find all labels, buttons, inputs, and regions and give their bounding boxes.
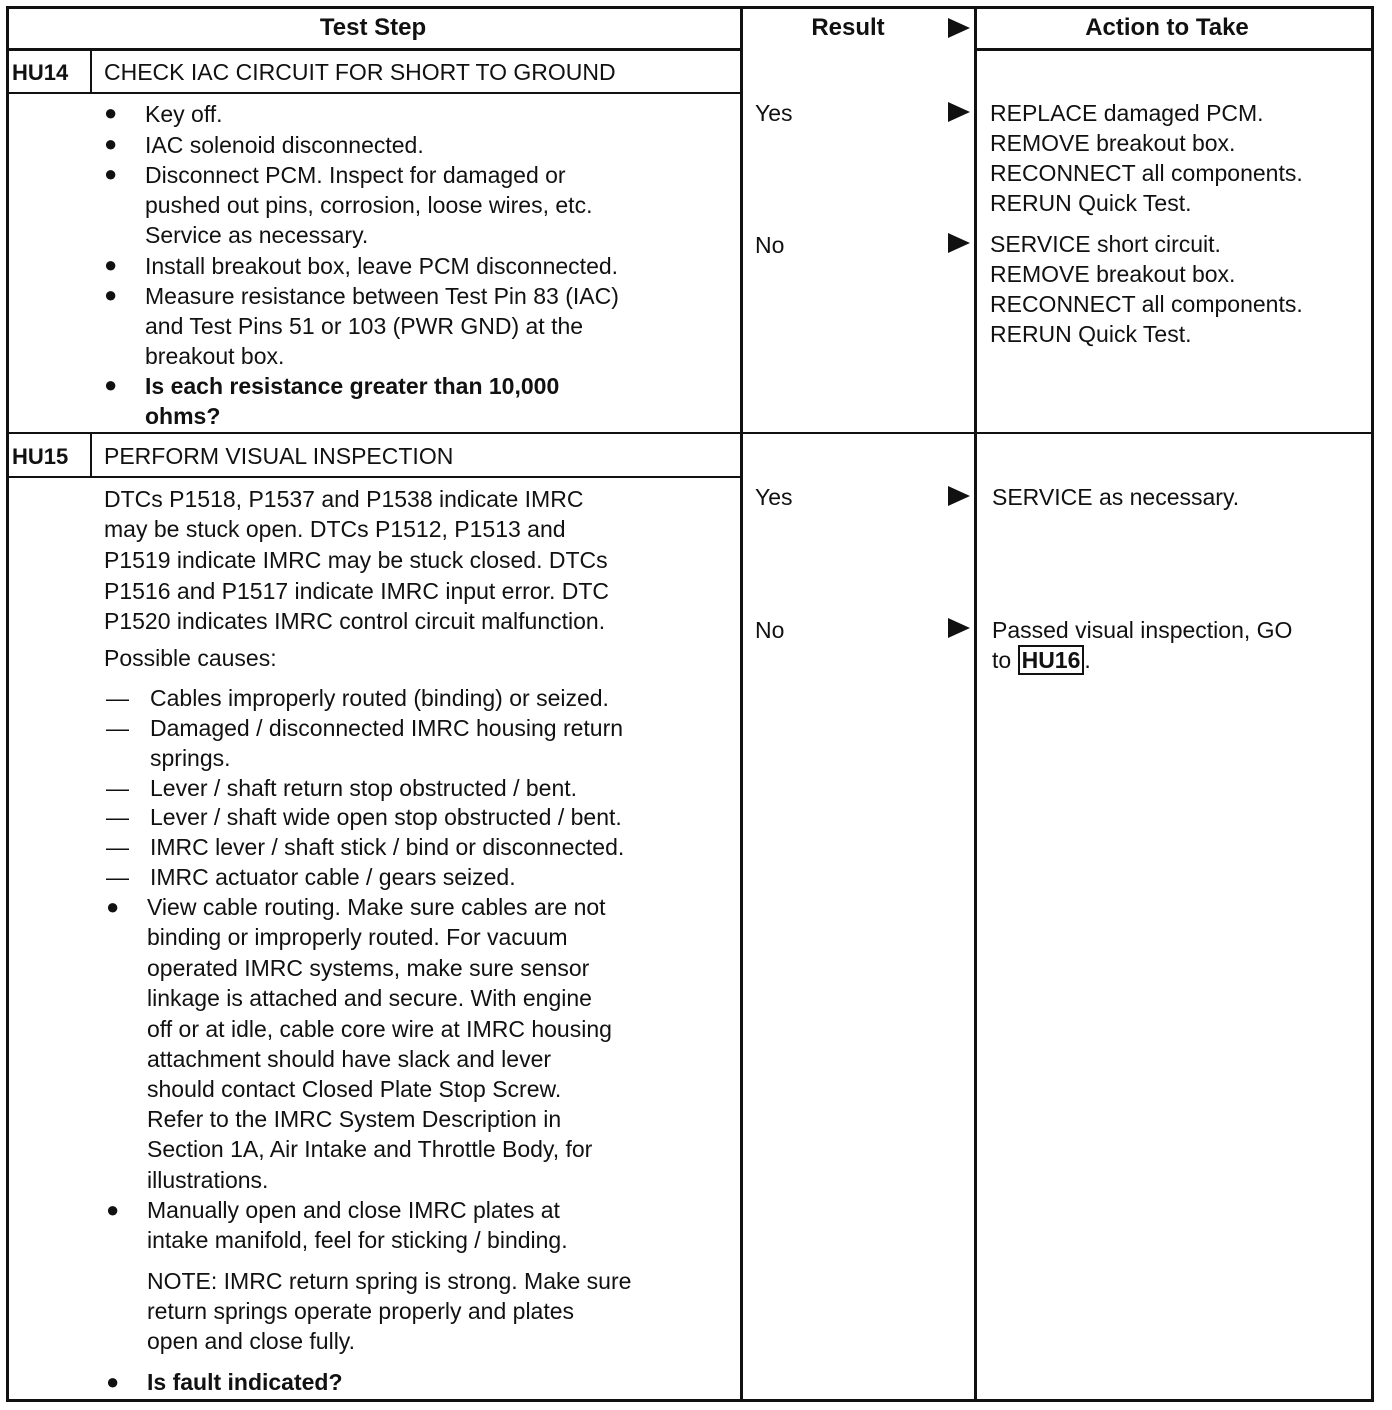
table-right-border: [1371, 6, 1374, 1402]
hu15-bullet-1-line-6: attachment should have slack and lever: [147, 1046, 552, 1072]
hu15-bullet-1-line-8: Refer to the IMRC System Description in: [147, 1106, 562, 1132]
hu15-bullet-2-line-2: intake manifold, feel for sticking / binding.: [147, 1227, 568, 1253]
hu15-note-line-3: open and close fully.: [147, 1328, 355, 1354]
bullet-icon: ●: [106, 894, 120, 919]
bullet-icon: ●: [104, 161, 118, 186]
bullet-icon: ●: [104, 252, 118, 277]
hu14-item-5-line-3: breakout box.: [145, 343, 285, 369]
hu14-item-3-line-3: Service as necessary.: [145, 222, 369, 248]
dash-icon: —: [106, 685, 129, 711]
header-bottom-line-action: [974, 48, 1374, 51]
hu14-title-underline: [6, 92, 743, 94]
hu15-intro-line-1: DTCs P1518, P1537 and P1538 indicate IMRC: [104, 486, 584, 512]
bullet-icon: ●: [104, 372, 118, 397]
hu15-bullet-1-line-5: off or at idle, cable core wire at IMRC housing: [147, 1016, 612, 1042]
hu15-intro-line-3: P1519 indicate IMRC may be stuck closed. DTCs: [104, 547, 608, 573]
cause-1: Cables improperly routed (binding) or seized.: [150, 685, 609, 711]
cause-5: IMRC lever / shaft stick / bind or disconnected.: [150, 834, 625, 860]
table-top-border: [6, 6, 1374, 9]
hu14-item-2: IAC solenoid disconnected.: [145, 132, 424, 158]
hu14-result-no: No: [755, 232, 785, 258]
result-arrow-icon: [948, 102, 970, 122]
hu15-bullet-1-line-2: binding or improperly routed. For vacuum: [147, 924, 568, 950]
bullet-icon: ●: [104, 100, 118, 125]
hu15-bullet-1-line-10: illustrations.: [147, 1167, 269, 1193]
hu14-yes-action-3: RECONNECT all components.: [990, 160, 1303, 186]
hu15-bullet-1-line-4: linkage is attached and secure. With engine: [147, 985, 592, 1011]
hu14-item-3-line-2: pushed out pins, corrosion, loose wires, etc.: [145, 192, 593, 218]
hu15-no-action-prefix: to: [992, 647, 1018, 673]
section-divider: [6, 432, 1374, 434]
hu15-bullet-2-line-1: Manually open and close IMRC plates at: [147, 1197, 560, 1223]
hu15-bullet-1-line-3: operated IMRC systems, make sure sensor: [147, 955, 590, 981]
header-test-step: Test Step: [319, 14, 427, 41]
hu15-intro-line-5: P1520 indicates IMRC control circuit malfunction.: [104, 608, 606, 634]
header-action-to-take: Action to Take: [1085, 14, 1249, 41]
goto-hu16-link[interactable]: HU16: [1018, 645, 1085, 675]
header-bottom-line: [6, 48, 743, 51]
hu14-result-yes: Yes: [755, 100, 793, 126]
hu15-no-action-line-1: Passed visual inspection, GO: [992, 617, 1293, 643]
cause-4: Lever / shaft wide open stop obstructed / bent.: [150, 804, 622, 830]
step-title-hu14: CHECK IAC CIRCUIT FOR SHORT TO GROUND: [104, 59, 616, 85]
table-left-border: [6, 6, 9, 1402]
hu15-no-action-suffix: .: [1084, 647, 1091, 673]
hu14-no-action-4: RERUN Quick Test.: [990, 321, 1192, 347]
step-title-hu15: PERFORM VISUAL INSPECTION: [104, 443, 454, 469]
hu14-no-action-3: RECONNECT all components.: [990, 291, 1303, 317]
hu14-item-1: Key off.: [145, 101, 223, 127]
bullet-icon: ●: [104, 282, 118, 307]
dash-icon: —: [106, 834, 129, 860]
result-arrow-icon: [948, 618, 970, 638]
column-divider-result: [740, 6, 743, 1402]
hu14-question-line-1: Is each resistance greater than 10,000: [145, 373, 560, 399]
table-bottom-border: [6, 1399, 1374, 1402]
hu15-bullet-1-line-7: should contact Closed Plate Stop Screw.: [147, 1076, 562, 1102]
hu15-yes-action: SERVICE as necessary.: [992, 484, 1240, 510]
hu15-title-underline: [6, 476, 743, 478]
hu14-no-action-1: SERVICE short circuit.: [990, 231, 1221, 257]
hu15-bullet-1-line-9: Section 1A, Air Intake and Throttle Body, for: [147, 1136, 593, 1162]
hu14-id-divider: [90, 51, 92, 94]
hu15-result-yes: Yes: [755, 484, 793, 510]
hu14-item-4: Install breakout box, leave PCM disconnected.: [145, 253, 619, 279]
bullet-icon: ●: [106, 1369, 120, 1394]
hu14-yes-action-1: REPLACE damaged PCM.: [990, 100, 1264, 126]
result-arrow-icon: [948, 233, 970, 253]
hu15-intro-line-2: may be stuck open. DTCs P1512, P1513 and: [104, 516, 566, 542]
bullet-icon: ●: [106, 1197, 120, 1222]
step-id-hu14: HU14: [12, 60, 69, 85]
hu15-bullet-1-line-1: View cable routing. Make sure cables are not: [147, 894, 606, 920]
hu14-item-5-line-1: Measure resistance between Test Pin 83 (IAC): [145, 283, 619, 309]
hu14-item-5-line-2: and Test Pins 51 or 103 (PWR GND) at the: [145, 313, 584, 339]
hu15-note-line-1: NOTE: IMRC return spring is strong. Make sure: [147, 1268, 632, 1294]
step-id-hu15: HU15: [12, 444, 69, 469]
hu14-question-line-2: ohms?: [145, 403, 221, 429]
dash-icon: —: [106, 864, 129, 890]
column-divider-action: [974, 6, 977, 1402]
hu14-no-action-2: REMOVE breakout box.: [990, 261, 1236, 287]
hu15-note-line-2: return springs operate properly and plates: [147, 1298, 575, 1324]
header-result: Result: [811, 14, 885, 41]
cause-3: Lever / shaft return stop obstructed / bent.: [150, 775, 578, 801]
cause-2-line-2: springs.: [150, 745, 231, 771]
bullet-icon: ●: [104, 131, 118, 156]
hu15-question: Is fault indicated?: [147, 1369, 343, 1395]
hu14-item-3-line-1: Disconnect PCM. Inspect for damaged or: [145, 162, 566, 188]
result-arrow-icon: [948, 486, 970, 506]
hu15-no-action-line-2: [992, 645, 1091, 675]
cause-2-line-1: Damaged / disconnected IMRC housing return: [150, 715, 624, 741]
dash-icon: —: [106, 715, 129, 741]
hu14-yes-action-4: RERUN Quick Test.: [990, 190, 1192, 216]
hu15-id-divider: [90, 434, 92, 478]
hu14-yes-action-2: REMOVE breakout box.: [990, 130, 1236, 156]
hu15-result-no: No: [755, 617, 785, 643]
dash-icon: —: [106, 775, 129, 801]
cause-6: IMRC actuator cable / gears seized.: [150, 864, 516, 890]
hu15-intro-line-4: P1516 and P1517 indicate IMRC input error. DTC: [104, 578, 609, 604]
header-arrow-icon: [948, 18, 970, 38]
possible-causes-label: Possible causes:: [104, 645, 277, 671]
dash-icon: —: [106, 804, 129, 830]
